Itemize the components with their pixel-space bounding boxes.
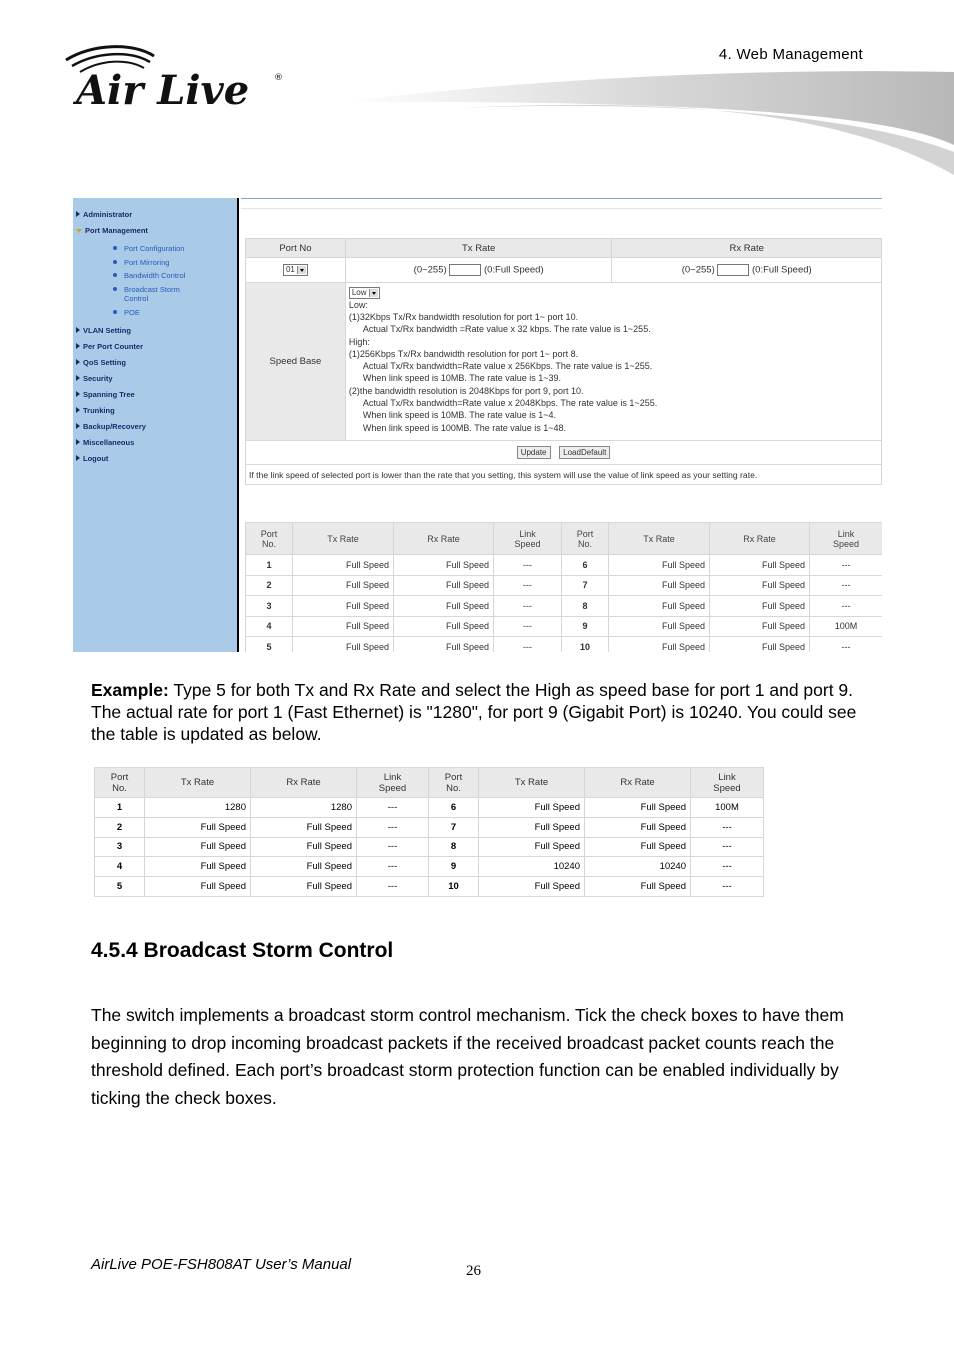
speed-base-cell (345, 283, 881, 441)
desc-line: (1)256Kbps Tx/Rx bandwidth resolution for port 1~ port 8. (348, 348, 579, 359)
section-heading: 4.5.4 Broadcast Storm Control (91, 939, 394, 962)
col-rx-rate: Rx Rate (612, 239, 882, 258)
tx-full-speed-hint: (0:Full Speed) (483, 264, 544, 276)
chevron-right-icon (76, 343, 80, 349)
column-header: Link Speed (691, 768, 764, 798)
sidebar-item-administrator[interactable]: Administrator (76, 210, 132, 219)
rate-cell: 10240 (585, 857, 691, 877)
table-row (246, 555, 883, 576)
table-header-row (246, 523, 883, 555)
link-speed-cell: --- (494, 575, 562, 596)
chevron-right-icon (76, 423, 80, 429)
table-row (95, 798, 764, 818)
rate-cell: Full Speed (710, 596, 810, 617)
desc-line: (2)the bandwidth resolution is 2048Kbps for port 9, port 10. (348, 385, 584, 396)
col-tx-rate: Tx Rate (345, 239, 612, 258)
header-section-title: 4. Web Management (718, 46, 863, 63)
rate-cell: Full Speed (145, 857, 251, 877)
chevron-right-icon (76, 211, 80, 217)
button-row (246, 441, 882, 465)
column-header: Port No. (562, 523, 609, 555)
table-row (246, 637, 883, 653)
link-speed-cell: --- (494, 555, 562, 576)
rate-cell: Full Speed (609, 596, 710, 617)
rate-cell: 1280 (145, 798, 251, 818)
sidebar-item-miscellaneous[interactable]: Miscellaneous (76, 438, 134, 447)
link-speed-cell: --- (357, 837, 429, 857)
rate-cell: Full Speed (609, 575, 710, 596)
chevron-down-icon (76, 229, 82, 233)
updated-status-table (94, 767, 764, 897)
link-speed-cell: --- (810, 555, 883, 576)
sidebar-item-security[interactable]: Security (76, 374, 113, 383)
column-header: Rx Rate (710, 523, 810, 555)
rate-cell: Full Speed (585, 817, 691, 837)
rate-cell: Full Speed (394, 575, 494, 596)
rx-rate-cell (612, 258, 882, 283)
section-paragraph: The switch implements a broadcast storm control mechanism. Tick the check boxes to have them beginning to drop incoming broadcast packets if the received broadcast packet counts reach the threshold defined. Each port’s broadcast storm protection function can be enabled individually by ticking the check boxes. (91, 1005, 844, 1108)
sidebar-item-backup-recovery[interactable]: Backup/Recovery (76, 422, 146, 431)
sidebar-item-qos-setting[interactable]: QoS Setting (76, 358, 126, 367)
table-row (95, 817, 764, 837)
column-header: Rx Rate (394, 523, 494, 555)
content-top-border (241, 198, 882, 199)
subitem-poe[interactable]: POE (124, 308, 140, 317)
desc-line: (1)32Kbps Tx/Rx bandwidth resolution for port 1~ port 10. (348, 311, 579, 322)
port-number-cell: 6 (562, 555, 609, 576)
table-row (95, 877, 764, 897)
desc-line: Actual Tx/Rx bandwidth=Rate value x 2048Kbps. The rate value is 1~255. (362, 398, 658, 408)
link-speed-cell: 100M (810, 616, 883, 637)
port-number-cell: 8 (429, 837, 479, 857)
bullet-icon (113, 246, 117, 250)
column-header: Tx Rate (145, 768, 251, 798)
desc-line: When link speed is 10MB. The rate value is 1~39. (362, 373, 562, 384)
example-text: Type 5 for both Tx and Rx Rate and select the High as speed base for port 1 and port 9. The actual rate for port 1 (Fast Ethernet) is "1280", for port 9 (Gigabit Port) is 10240. You could see the table is updated as below. (91, 680, 857, 744)
rate-cell: Full Speed (710, 555, 810, 576)
column-header: Link Speed (810, 523, 883, 555)
update-button[interactable]: Update (517, 446, 551, 459)
bullet-icon (113, 260, 117, 264)
rate-cell: Full Speed (479, 877, 585, 897)
port-number-cell: 5 (95, 877, 145, 897)
sidebar-item-vlan-setting[interactable]: VLAN Setting (76, 326, 131, 335)
column-header: Port No. (429, 768, 479, 798)
column-header: Tx Rate (479, 768, 585, 798)
load-default-button[interactable]: LoadDefault (559, 446, 610, 459)
rate-cell: Full Speed (293, 637, 394, 653)
rate-cell: Full Speed (293, 596, 394, 617)
rate-cell: Full Speed (394, 596, 494, 617)
rate-cell: Full Speed (710, 616, 810, 637)
port-number-cell: 4 (95, 857, 145, 877)
speed-base-desc-lines (349, 299, 881, 434)
rate-cell: Full Speed (710, 637, 810, 653)
column-header: Rx Rate (251, 768, 357, 798)
table-row (246, 616, 883, 637)
port-number-cell: 7 (429, 817, 479, 837)
subitem-bandwidth-control[interactable]: Bandwidth Control (124, 271, 185, 280)
rate-cell: Full Speed (394, 616, 494, 637)
desc-line: Actual Tx/Rx bandwidth =Rate value x 32 kbps. The rate value is 1~255. (362, 324, 651, 335)
status-table (245, 522, 882, 652)
rate-cell: Full Speed (609, 555, 710, 576)
link-speed-cell: --- (357, 798, 429, 818)
content-divider (241, 208, 882, 209)
rx-rate-input[interactable] (717, 264, 749, 276)
rate-cell: Full Speed (479, 798, 585, 818)
table-header-row (95, 768, 764, 798)
sidebar-item-per-port-counter[interactable]: Per Port Counter (76, 342, 143, 351)
table-row (95, 857, 764, 877)
tx-rate-input[interactable] (449, 264, 481, 276)
port-number-cell: 1 (95, 798, 145, 818)
chevron-right-icon (76, 359, 80, 365)
rate-cell: Full Speed (251, 837, 357, 857)
rate-cell: Full Speed (609, 637, 710, 653)
column-header: Tx Rate (293, 523, 394, 555)
link-speed-cell: --- (691, 817, 764, 837)
link-speed-cell: --- (691, 837, 764, 857)
rate-cell: Full Speed (251, 877, 357, 897)
rate-cell: Full Speed (251, 857, 357, 877)
desc-line: Low: (348, 299, 368, 310)
subitem-port-mirroring[interactable]: Port Mirroring (124, 258, 169, 267)
rate-cell: Full Speed (609, 616, 710, 637)
column-header: Link Speed (357, 768, 429, 798)
chevron-right-icon (76, 391, 80, 397)
chevron-down-icon (300, 269, 304, 272)
port-number-cell: 10 (429, 877, 479, 897)
speed-base-label: Speed Base (246, 283, 346, 441)
speed-base-select[interactable]: Low (349, 287, 380, 299)
link-speed-cell: --- (691, 877, 764, 897)
rate-cell: Full Speed (293, 575, 394, 596)
port-number-cell: 9 (562, 616, 609, 637)
column-header: Rx Rate (585, 768, 691, 798)
sidebar-item-trunking[interactable]: Trunking (76, 406, 115, 415)
desc-line: Actual Tx/Rx bandwidth=Rate value x 256Kbps. The rate value is 1~255. (362, 361, 653, 372)
rate-cell: Full Speed (394, 555, 494, 576)
port-number-cell: 10 (562, 637, 609, 653)
link-speed-cell: --- (810, 637, 883, 653)
sidebar-item-port-management[interactable]: Port Management (76, 226, 148, 235)
rate-cell: 1280 (251, 798, 357, 818)
example-label: Example: (91, 680, 169, 700)
port-number-cell: 7 (562, 575, 609, 596)
port-number-cell: 8 (562, 596, 609, 617)
chevron-right-icon (76, 375, 80, 381)
rate-cell: Full Speed (479, 837, 585, 857)
port-select-cell (246, 258, 346, 283)
logo-wordmark: Air Live (76, 67, 250, 110)
link-speed-cell: --- (494, 616, 562, 637)
link-speed-cell: --- (357, 817, 429, 837)
link-speed-cell: --- (494, 637, 562, 653)
sidebar (73, 198, 239, 652)
rate-cell: Full Speed (479, 817, 585, 837)
bullet-icon (113, 310, 117, 314)
col-port-no: Port No (246, 239, 346, 258)
rate-cell: Full Speed (145, 837, 251, 857)
chevron-right-icon (76, 407, 80, 413)
column-header: Port No. (246, 523, 293, 555)
bullet-icon (113, 273, 117, 277)
column-header: Tx Rate (609, 523, 710, 555)
link-speed-cell: --- (357, 877, 429, 897)
rate-cell: Full Speed (145, 817, 251, 837)
chevron-right-icon (76, 327, 80, 333)
column-header: Link Speed (494, 523, 562, 555)
svg-text:®: ® (274, 73, 283, 83)
table-row (246, 575, 883, 596)
chevron-right-icon (76, 455, 80, 461)
header-swoosh (340, 60, 954, 180)
rate-cell: Full Speed (145, 877, 251, 897)
page-number: 26 (466, 1263, 481, 1279)
rate-cell: Full Speed (293, 555, 394, 576)
rx-full-speed-hint: (0:Full Speed) (752, 264, 812, 276)
port-number-cell: 6 (429, 798, 479, 818)
desc-line: High: (348, 336, 370, 347)
rate-cell: Full Speed (585, 798, 691, 818)
example-paragraph (91, 679, 881, 745)
rate-cell: Full Speed (585, 837, 691, 857)
rate-cell: Full Speed (251, 817, 357, 837)
link-speed-cell: --- (494, 596, 562, 617)
link-speed-cell: --- (691, 857, 764, 877)
sidebar-item-spanning-tree[interactable]: Spanning Tree (76, 390, 135, 399)
link-speed-note: If the link speed of selected port is lower than the rate that you setting, this system will use the value of link speed as your setting rate. (246, 465, 882, 485)
desc-line: When link speed is 100MB. The rate value is 1~48. (362, 422, 567, 433)
tx-rate-cell (345, 258, 612, 283)
rate-cell: Full Speed (585, 877, 691, 897)
bullet-icon (113, 287, 117, 291)
link-speed-cell: --- (810, 596, 883, 617)
speed-base-description (346, 283, 881, 434)
airlive-logo (62, 44, 292, 110)
link-speed-cell: --- (810, 575, 883, 596)
port-number-cell: 2 (246, 575, 293, 596)
column-header: Port No. (95, 768, 145, 798)
rx-range-label: (0~255) (681, 264, 715, 276)
port-number-cell: 3 (246, 596, 293, 617)
port-number-cell: 9 (429, 857, 479, 877)
port-select[interactable]: 01 (283, 264, 308, 276)
link-speed-cell: --- (357, 857, 429, 877)
port-number-cell: 5 (246, 637, 293, 653)
port-number-cell: 3 (95, 837, 145, 857)
rate-cell: Full Speed (710, 575, 810, 596)
tx-range-label: (0~255) (413, 264, 447, 276)
desc-line: When link speed is 10MB. The rate value is 1~4. (362, 410, 557, 421)
rate-cell: Full Speed (293, 616, 394, 637)
port-number-cell: 1 (246, 555, 293, 576)
web-ui-screenshot (73, 198, 882, 652)
bandwidth-config-table (245, 238, 882, 485)
chevron-right-icon (76, 439, 80, 445)
chevron-down-icon (372, 292, 376, 295)
rate-cell: 10240 (479, 857, 585, 877)
table-row (95, 837, 764, 857)
footer-manual-title: AirLive POE-FSH808AT User’s Manual (91, 1256, 352, 1273)
link-speed-cell: 100M (691, 798, 764, 818)
sidebar-item-logout[interactable]: Logout (76, 454, 108, 463)
table-row (246, 596, 883, 617)
subitem-port-configuration[interactable]: Port Configuration (124, 244, 184, 253)
port-number-cell: 4 (246, 616, 293, 637)
subitem-broadcast-storm-control[interactable]: Broadcast Storm Control (124, 285, 180, 303)
rate-cell: Full Speed (394, 637, 494, 653)
port-number-cell: 2 (95, 817, 145, 837)
